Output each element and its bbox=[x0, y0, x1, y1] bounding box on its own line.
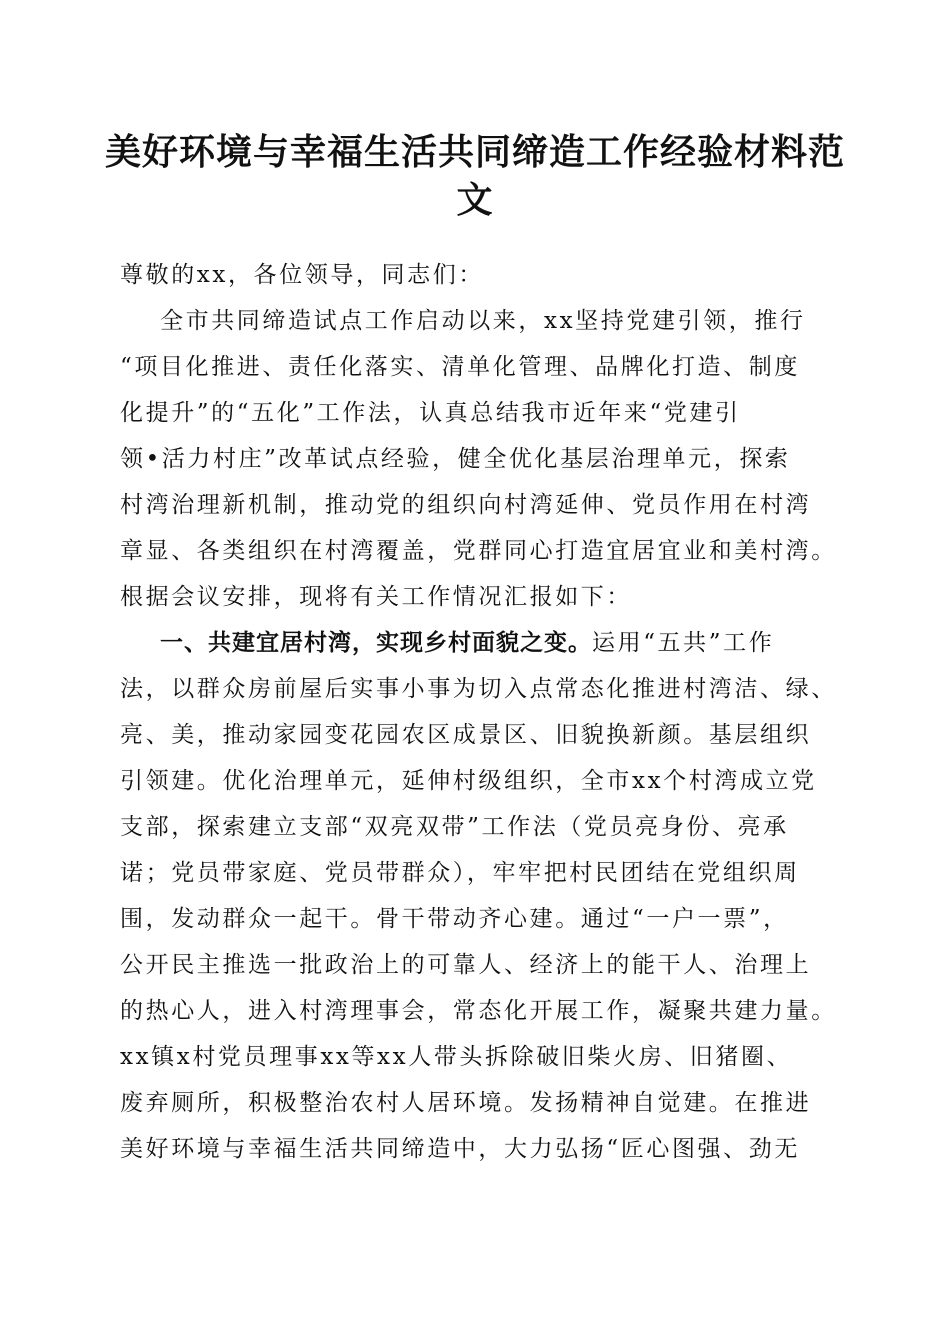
paragraph-line: 美好环境与幸福生活共同缔造中，大力弘扬“匠心图强、劲无 bbox=[120, 1136, 800, 1162]
paragraph-line: 村湾治理新机制，推动党的组织向村湾延伸、党员作用在村湾 bbox=[120, 492, 812, 518]
section-1-heading: 一、共建宜居村湾，实现乡村面貌之变。 bbox=[160, 629, 592, 656]
document-body bbox=[120, 252, 840, 1172]
paragraph-line: 引领建。优化治理单元，延伸村级组织，全市xx个村湾成立党 bbox=[120, 768, 817, 794]
paragraph-line: 废弃厕所，积极整治农村人居环境。发扬精神自觉建。在推进 bbox=[120, 1090, 812, 1116]
salutation: 尊敬的xx，各位领导，同志们： bbox=[120, 262, 484, 288]
paragraph-line: 化提升”的“五化”工作法，认真总结我市近年来“党建引 bbox=[120, 400, 741, 426]
section-1-first-line-text: 运用“五共”工作 bbox=[592, 630, 775, 656]
paragraph-line: 支部，探索建立支部“双亮双带”工作法（党员亮身份、亮承 bbox=[120, 814, 789, 840]
paragraph-line: 领•活力村庄”改革试点经验，健全优化基层治理单元，探索 bbox=[120, 446, 791, 472]
section-1-first-line bbox=[120, 620, 840, 666]
title-line: 美好环境与幸福生活共同缔造工作经验材料范 bbox=[104, 131, 845, 173]
paragraph-line: “项目化推进、责任化落实、清单化管理、品牌化打造、制度 bbox=[120, 354, 800, 380]
paragraph-line: 法，以群众房前屋后实事小事为切入点常态化推进村湾洁、绿、 bbox=[120, 676, 837, 702]
paragraph-line: 诺；党员带家庭、党员带群众），牢牢把村民团结在党组织周 bbox=[120, 860, 800, 886]
section-1-paragraph bbox=[120, 620, 840, 1172]
title-line: 文 bbox=[456, 179, 494, 221]
document-title bbox=[100, 128, 850, 224]
paragraph-line: 根据会议安排，现将有关工作情况汇报如下： bbox=[120, 584, 632, 610]
paragraph-line: 的热心人，进入村湾理事会，常态化开展工作，凝聚共建力量。 bbox=[120, 998, 837, 1024]
paragraph-line: 亮、美，推动家园变花园农区成景区、旧貌换新颜。基层组织 bbox=[120, 722, 812, 748]
paragraph-line: 围，发动群众一起干。骨干带动齐心建。通过“一户一票”， bbox=[120, 906, 789, 932]
paragraph-line: 公开民主推选一批政治上的可靠人、经济上的能干人、治理上 bbox=[120, 952, 812, 978]
paragraph-line: xx镇x村党员理事xx等xx人带头拆除破旧柴火房、旧猪圈、 bbox=[120, 1044, 793, 1070]
paragraph-line: 全市共同缔造试点工作启动以来，xx坚持党建引领，推行 bbox=[160, 308, 806, 334]
paragraph-line: 章显、各类组织在村湾覆盖，党群同心打造宜居宜业和美村湾。 bbox=[120, 538, 837, 564]
intro-paragraph bbox=[120, 298, 840, 620]
